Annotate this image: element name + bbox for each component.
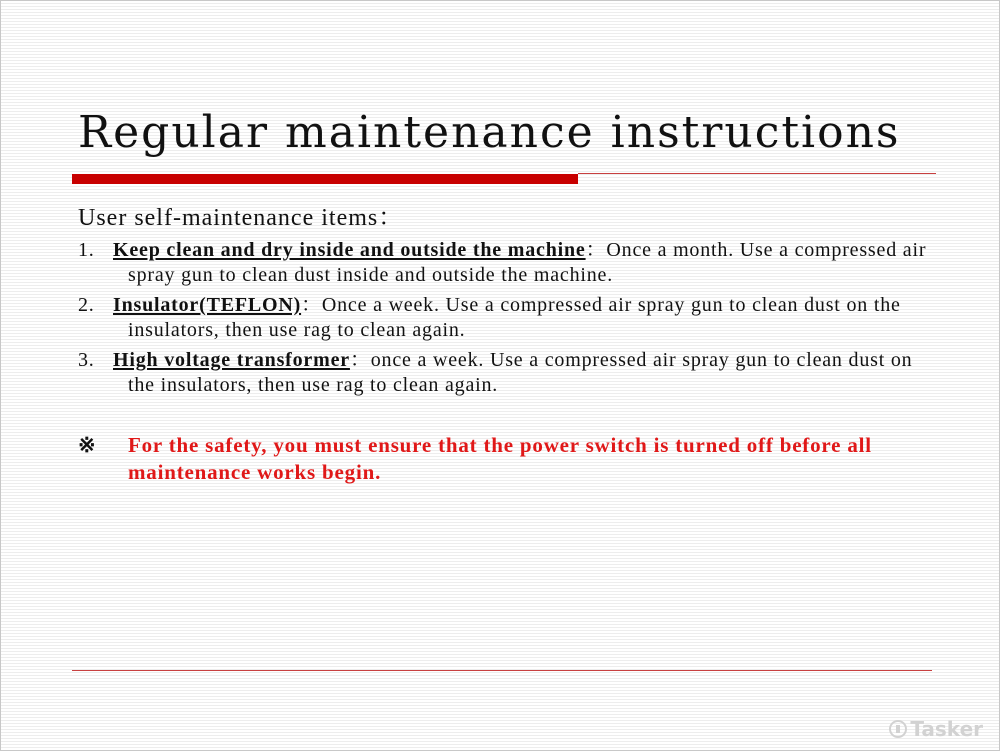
item-separator: ： xyxy=(349,349,371,371)
slide-title: Regular maintenance instructions xyxy=(78,107,901,158)
item-number: 2. xyxy=(78,294,95,316)
item-number: 3. xyxy=(78,349,95,371)
list-item xyxy=(78,293,938,343)
watermark-text: Tasker xyxy=(910,717,983,741)
item-key: High voltage transformer xyxy=(113,349,350,371)
watermark xyxy=(889,717,983,741)
item-key: Insulator(TEFLON) xyxy=(113,294,302,316)
item-key: Keep clean and dry inside and outside the machine xyxy=(113,239,586,261)
item-text: Once a month. Use a compressed air spray gun to clean dust inside and outside the machine. xyxy=(128,239,927,286)
item-separator: ： xyxy=(301,294,322,316)
title-underline-thick xyxy=(72,174,578,184)
warning-text: For the safety, you must ensure that the power switch is turned off before all maintenance works begin. xyxy=(128,433,872,484)
title-underline-thin xyxy=(578,173,936,174)
list-item xyxy=(78,238,938,288)
item-text: once a week. Use a compressed air spray gun to clean dust on the insulators, then use rag to clean again. xyxy=(128,349,913,396)
item-text: Once a week. Use a compressed air spray gun to clean dust on the insulators, then use rag to clean again. xyxy=(128,294,901,341)
list-item xyxy=(78,348,938,398)
item-number: 1. xyxy=(78,239,95,261)
reference-mark-icon: ※ xyxy=(78,433,97,457)
item-separator: ： xyxy=(585,239,607,261)
slide-content xyxy=(78,197,938,486)
footer-rule xyxy=(72,670,932,671)
safety-warning xyxy=(78,432,938,486)
tasker-logo-icon xyxy=(889,720,907,738)
subheading: User self-maintenance items： xyxy=(78,205,404,231)
